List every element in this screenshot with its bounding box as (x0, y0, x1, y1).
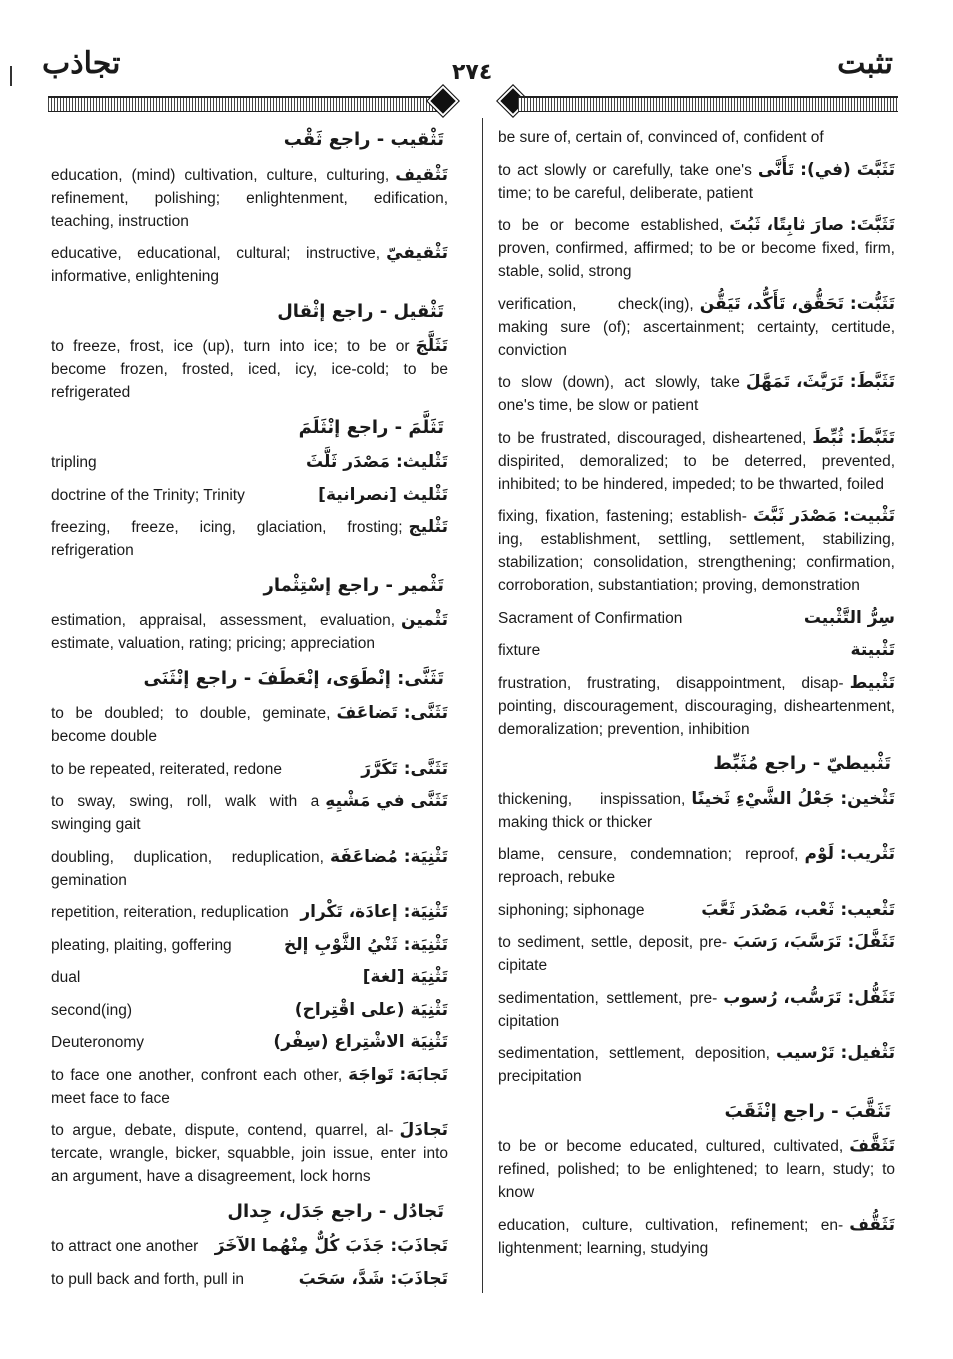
english-definition: to be or become educated, cultured, cultivated, refined, polished; to be enlightened; to learn, study; to know (498, 1138, 895, 1201)
dictionary-entry (51, 242, 448, 288)
cross-reference: تَثْبيطيّ - راجع مُثَبِّط (713, 753, 891, 774)
dictionary-entry (51, 335, 448, 404)
english-definition: frustration, frustrating, disappointment, disappointing, discouragement, discouraging, disheartenment, demoralization; prevention, inhibition (498, 674, 895, 738)
arabic-headword: تَثْليث [نصرانية] (318, 484, 448, 505)
arabic-headword: تَجابَهَ: تَواجَهَ (348, 1064, 448, 1085)
cross-reference: تَثَلَّمَ - راجع إنْثَلَمَ (298, 416, 444, 438)
dictionary-entry (498, 931, 895, 977)
cross-reference: تَثْقيب - راجع ثَقْب (283, 129, 444, 150)
english-definition: to argue, debate, dispute, contend, quarrel, altercate, wrangle, bicker, squabble, join issue, enter into an argument, have a disagreement, lock horns (51, 1122, 448, 1185)
english-definition: Sacrament of Confirmation (498, 609, 683, 627)
arabic-headword: تَثْنِيَة: مُضاعَفَة (329, 846, 448, 867)
dictionary-entry (51, 1268, 448, 1291)
dictionary-entry (498, 1135, 895, 1204)
arabic-headword: تَثْنِيَة [لغة] (362, 967, 448, 987)
english-definition: freezing, freeze, icing, glaciation, frosting; refrigeration (51, 519, 403, 559)
dictionary-entry (498, 899, 895, 922)
arabic-headword: تَثْقيف (395, 164, 448, 185)
arabic-headword: تَثْعيب: ثَعْب، مَصْدَر ثَعَّبَ (701, 899, 895, 920)
dictionary-entry (51, 966, 448, 989)
arabic-headword: تَجاذَبَ: شَدَّ، سَحَبَ (298, 1268, 448, 1289)
arabic-headword: تَثْبيت: مَصْدَر ثَبَّتَ (752, 506, 895, 526)
english-definition: fixture (498, 642, 541, 659)
dictionary-entry (498, 214, 895, 283)
arabic-headword: سِرُّ التَّثْبيت (803, 607, 895, 628)
dictionary-entry (498, 293, 895, 362)
ornamental-rule-right (518, 96, 898, 112)
arabic-headword: تَجادَلَ (399, 1120, 448, 1140)
english-definition: to slow (down), act slowly, take one's time, be slow or patient (498, 374, 740, 414)
arabic-headword: تَثْنِيَة: ثَنْيُ الثَّوْبِ إلخ (284, 934, 448, 955)
dictionary-entry (51, 702, 448, 748)
dictionary-entry (51, 901, 448, 924)
dictionary-entry (498, 788, 895, 834)
english-definition: to freeze, frost, ice (up), turn into ice; to be or become frozen, frosted, iced, icy, ice-cold; to be refrigerated (51, 338, 448, 401)
dictionary-entry (498, 126, 895, 149)
arabic-headword: تَجاذَبَ: جَذَبَ كُلٌّ مِنْهُما الآخَرَ (214, 1236, 448, 1256)
arabic-headword: تَثَبُّت: تَحَقُّق، تَأَكُّد، تَيَقُّن (699, 293, 895, 314)
dictionary-entry (51, 609, 448, 655)
right-column (498, 126, 895, 1269)
dictionary-entry (51, 451, 448, 474)
cross-reference: تَثْقيل - راجع إثْقال (277, 300, 444, 322)
dictionary-entry (498, 1042, 895, 1088)
dictionary-entry (498, 1214, 895, 1260)
arabic-headword: تَثَفَّلَ: تَرَسَّبَ، رَسَبَ (733, 932, 895, 952)
english-definition: to act slowly or carefully, take one's time; to be careful, deliberate, patient (498, 161, 754, 202)
dictionary-entry (498, 607, 895, 630)
arabic-headword: تَثْليج (408, 517, 448, 537)
arabic-headword: تَثْقيفيّ (386, 243, 448, 263)
running-headword-left: تجاذب (42, 46, 121, 81)
english-definition: to be or become established, proven, confirmed, affirmed; to be or become fixed, firm, stable, solid, strong (498, 217, 895, 280)
arabic-headword: تَثَبَّطَ: ثُبِّطَ (812, 427, 895, 448)
english-definition: education, culture, cultivation, refinement; enlightenment; learning, studying (498, 1216, 844, 1257)
english-definition: estimation, appraisal, assessment, evaluation, estimate, valuation, rating; pricing; appreciation (51, 612, 396, 652)
arabic-headword: تَثْنِيَة الاشْتِراع (سِفْر) (273, 1032, 448, 1052)
english-definition: blame, censure, condemnation; reproof, reproach, rebuke (498, 846, 799, 886)
arabic-headword: تَثَفُّل: تَرَسُّب، رُسوب (723, 987, 895, 1008)
arabic-headword: تَثْريب: لَوْم (804, 844, 895, 864)
cross-reference: تَثْمير - راجع إسْتِثْمار (263, 574, 444, 596)
arabic-headword: تَثْبيتة (850, 640, 895, 660)
english-definition: to be repeated, reiterated, redone (51, 760, 282, 778)
dictionary-entry (51, 164, 448, 233)
english-definition: repetition, reiteration, reduplication (51, 904, 289, 921)
arabic-headword: تَثْنِيَة: إعادَة، تَكْرار (300, 902, 448, 922)
cross-reference: تَثَنَّى: إنْطَوَى، إنْعَطَفَ - راجع إنْثَنَى (143, 667, 444, 689)
dictionary-entry (51, 516, 448, 562)
arabic-headword: تَثَقُّف (849, 1214, 895, 1235)
ornamental-rule-left (48, 96, 438, 112)
arabic-headword: تَثَقَّفَ (849, 1136, 895, 1156)
dictionary-entry (498, 371, 895, 417)
arabic-headword: تَثْخين: جَعْلُ الشَّيْءِ ثَخينًا (691, 788, 895, 809)
dictionary-entry (498, 639, 895, 662)
english-definition: siphoning; siphonage (498, 901, 645, 919)
arabic-headword: تَثْفيل: تَرْسيب (776, 1043, 895, 1063)
arabic-headword: تَثْبيط (849, 672, 895, 693)
arabic-headword: تَثَنَّى: تَضاعَفَ (336, 703, 448, 723)
dictionary-entry (51, 846, 448, 892)
arabic-headword: تَثَبَّتَ (في): تَأَنَّى (757, 159, 895, 180)
english-definition: to face one another, confront each other, meet face to face (51, 1066, 343, 1107)
dictionary-entry (51, 934, 448, 957)
english-definition: pleating, plaiting, goffering (51, 936, 232, 954)
english-definition: to be frustrated, discouraged, disheartened, dispirited, demoralized; to be deterred, prevented, inhibited; to be hindered, impeded; to be thwarted, foiled (498, 429, 895, 493)
arabic-headword: تَثَلَّجَ (415, 336, 448, 356)
dictionary-entry (51, 999, 448, 1022)
arabic-headword: تَثَنَّى في مَشْيِهِ (325, 791, 448, 811)
english-definition: verification, check(ing), making sure (of); ascertainment; certainty, certitude, conviction (498, 295, 895, 359)
english-definition: second(ing) (51, 1001, 132, 1019)
arabic-headword: تَثَبَّتَ: صارَ ثابِتًا، ثَبُتَ (729, 215, 895, 235)
dictionary-entry (498, 159, 895, 205)
english-definition: thickening, inspissation, making thick or thicker (498, 790, 686, 831)
page-number: ٢٧٤ (452, 60, 493, 85)
english-definition: to pull back and forth, pull in (51, 1270, 245, 1288)
dictionary-entry (498, 987, 895, 1033)
column-divider (482, 118, 483, 1293)
arabic-headword: تَثَنَّى: تَكَرَّرَ (361, 758, 448, 779)
arabic-headword: تَثَبَّطَ: تَرَيَّثَ، تَمَهَّلَ (745, 372, 895, 392)
english-definition: fixing, fixation, fastening; establishing, establishment, settling, settlement, stabilizing, stabilization; consolidation, strengthening; confirmation, corroboration, substantiation; proving, demonstration (498, 508, 895, 594)
english-definition: doubling, duplication, reduplication, gemination (51, 848, 324, 889)
running-headword-right: تثبت (837, 46, 893, 81)
arabic-headword: تَثْليث: مَصْدَر ثَلَّثَ (305, 452, 448, 472)
english-definition: tripling (51, 454, 97, 471)
margin-mark (10, 66, 12, 86)
english-definition: be sure of, certain of, convinced of, confident of (498, 129, 824, 146)
dictionary-entry (498, 843, 895, 889)
dictionary-entry (51, 484, 448, 507)
cross-reference: تَجادُل - راجع جَدَل، جِدال (227, 1200, 444, 1222)
english-definition: to be doubled; to double, geminate, become double (51, 705, 331, 745)
left-column (51, 126, 448, 1300)
english-definition: sedimentation, settlement, precipitation (498, 989, 718, 1030)
english-definition: to sway, swing, roll, walk with a swinging gait (51, 793, 320, 833)
dictionary-entry (498, 505, 895, 597)
dictionary-entry (51, 1064, 448, 1110)
english-definition: to attract one another (51, 1238, 199, 1255)
english-definition: educative, educational, cultural; instructive, informative, enlightening (51, 245, 381, 285)
dictionary-entry (51, 1119, 448, 1188)
arabic-headword: تَثْمين (401, 610, 448, 630)
english-definition: doctrine of the Trinity; Trinity (51, 486, 245, 504)
english-definition: education, (mind) cultivation, culture, culturing, refinement, polishing; enlightenment, edification, teaching, instruction (51, 166, 448, 230)
arabic-headword: تَثْنِيَة (على اقْتِراح) (294, 999, 448, 1020)
dictionary-entry (498, 427, 895, 496)
cross-reference: تَثَقَّبَ - راجع إنْثَقَبَ (724, 1100, 891, 1122)
english-definition: to sediment, settle, deposit, precipitate (498, 934, 727, 974)
dictionary-entry (51, 1031, 448, 1054)
english-definition: dual (51, 969, 81, 986)
dictionary-entry (51, 790, 448, 836)
english-definition: Deuteronomy (51, 1034, 145, 1051)
dictionary-entry (51, 1235, 448, 1258)
english-definition: sedimentation, settlement, deposition, precipitation (498, 1045, 770, 1085)
dictionary-entry (51, 758, 448, 781)
dictionary-entry (498, 672, 895, 741)
